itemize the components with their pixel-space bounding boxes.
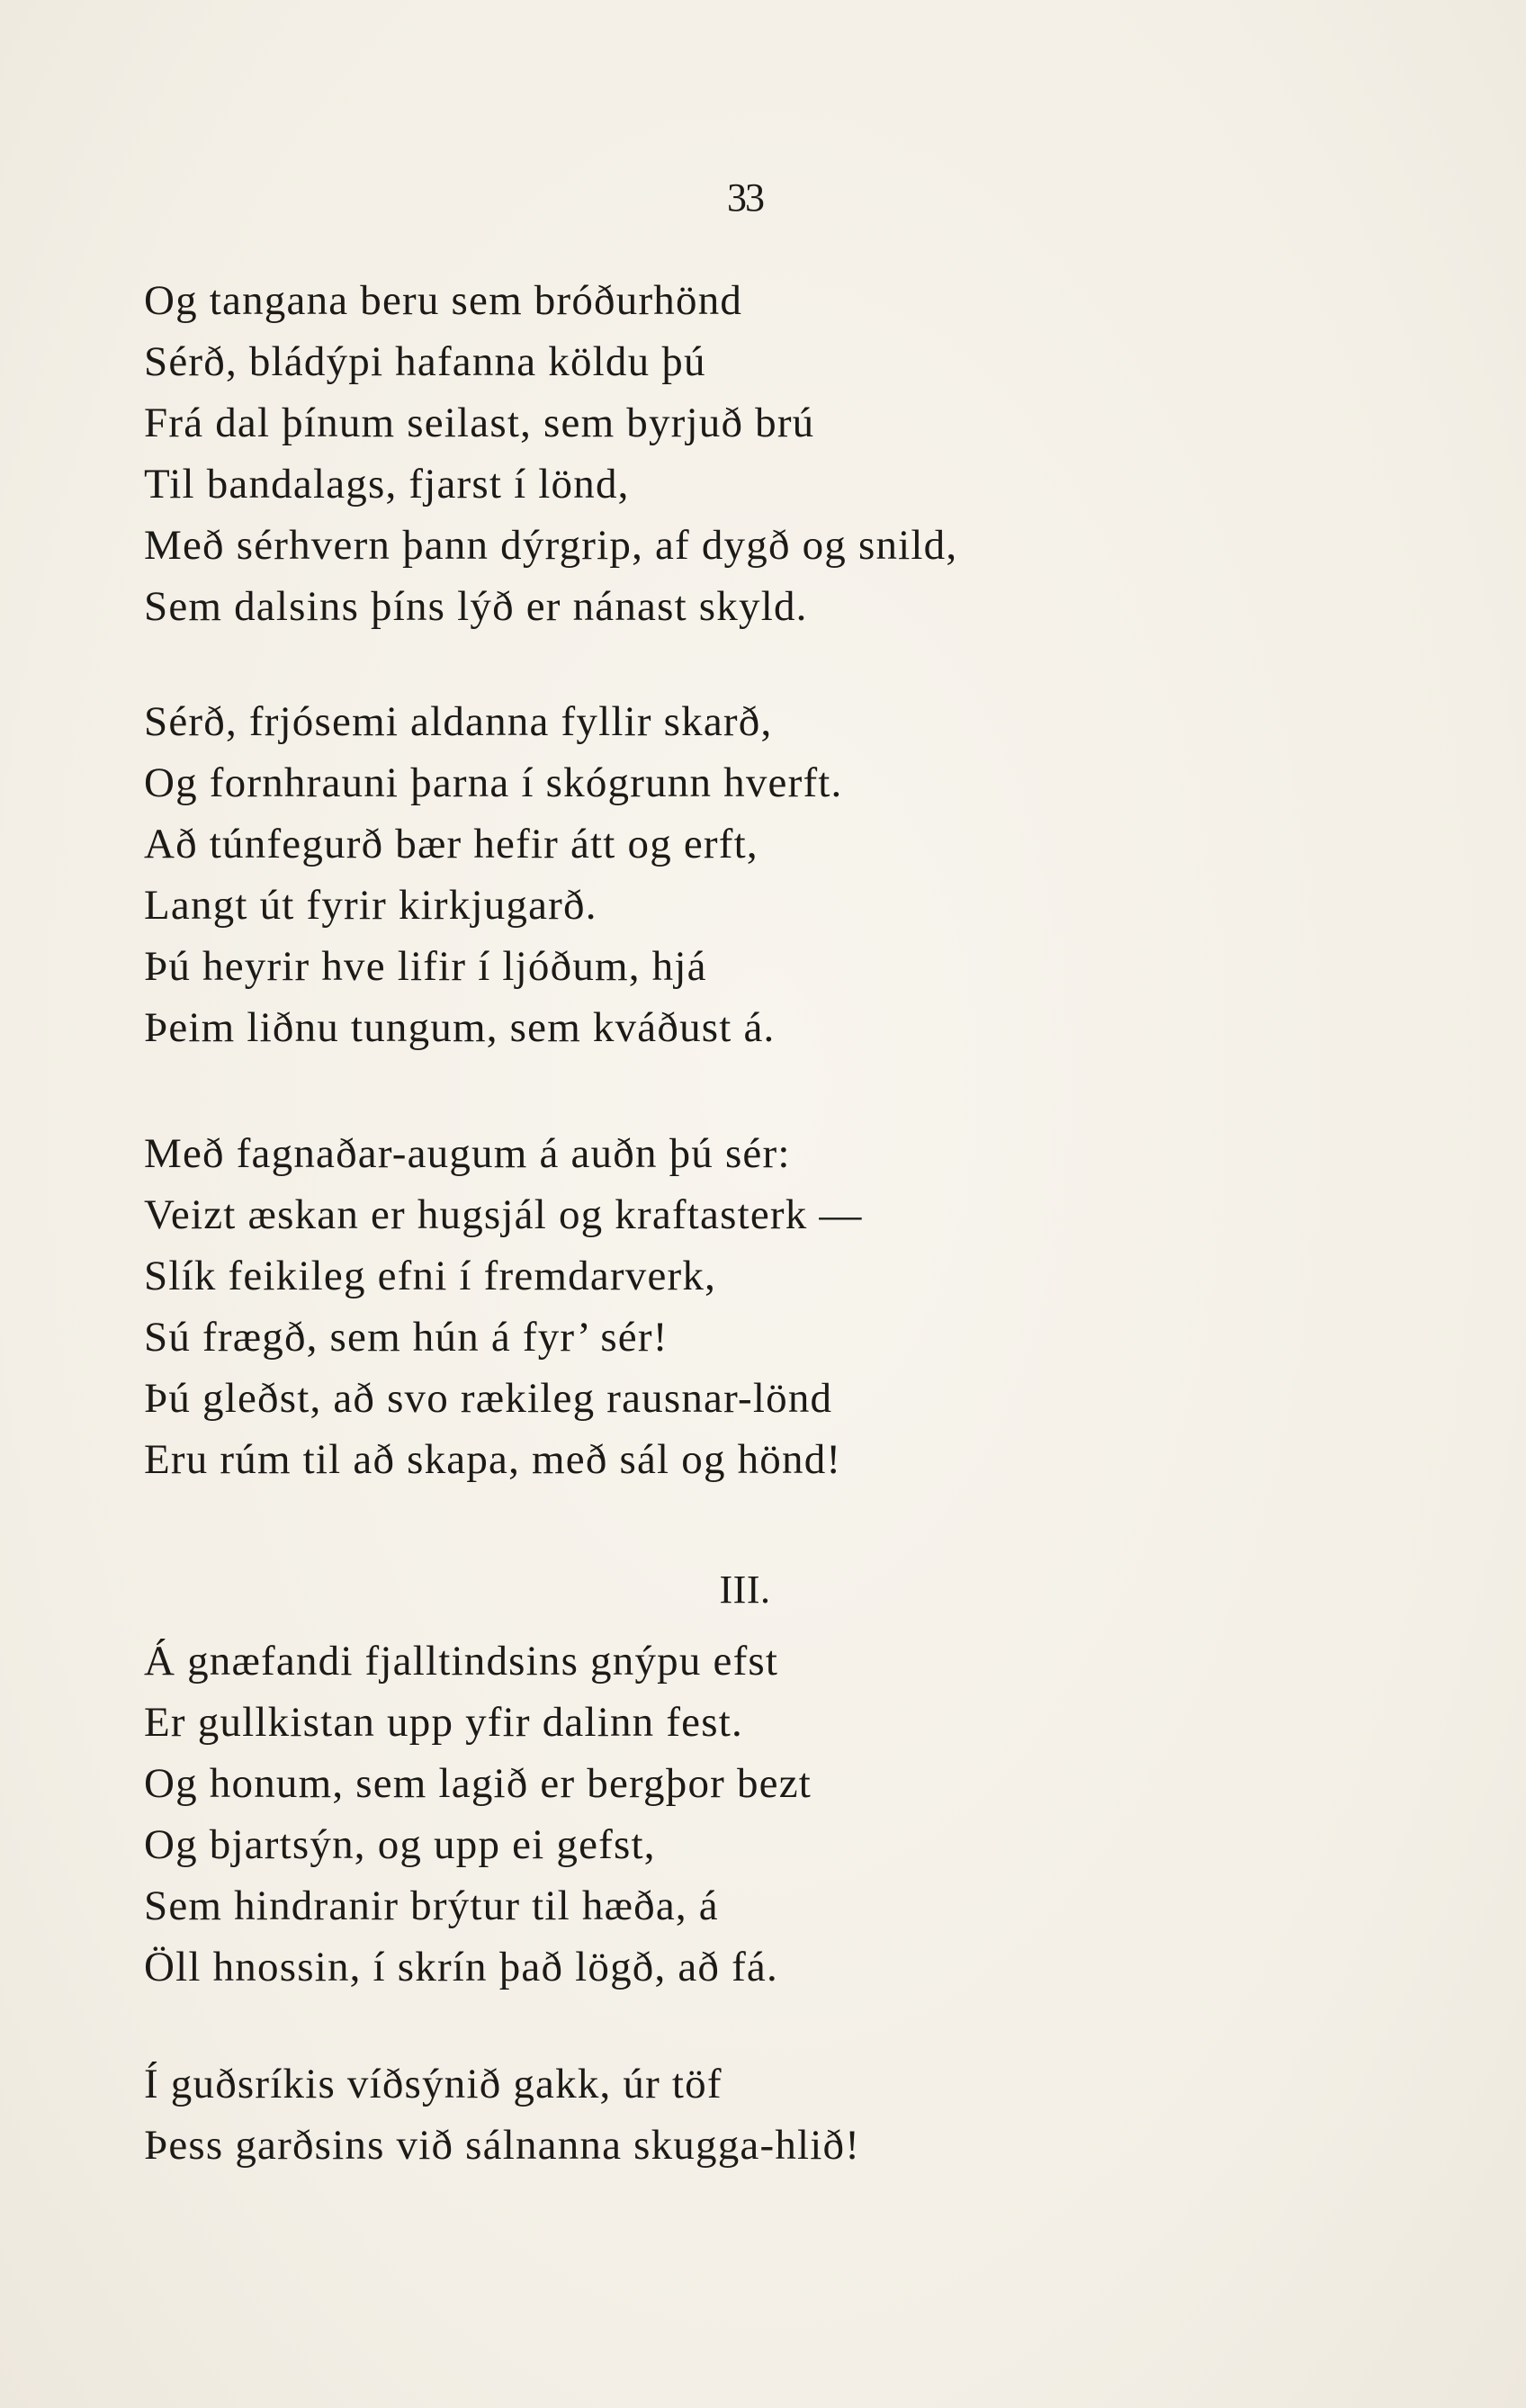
- stanza: [144, 2053, 1476, 2176]
- verse-line: Sú frægð, sem hún á fyr’ sér!: [144, 1314, 669, 1361]
- verse-line: Þú gleðst, að svo rækileg rausnar-lönd: [144, 1375, 833, 1422]
- stanza: [144, 691, 1476, 1058]
- verse-line: Og honum, sem lagið er bergþor bezt: [144, 1760, 812, 1807]
- verse-line: Með fagnaðar-augum á auðn þú sér:: [144, 1130, 791, 1177]
- verse-line: Sem dalsins þíns lýð er nánast skyld.: [144, 583, 808, 630]
- verse-line: Öll hnossin, í skrín það lögð, að fá.: [144, 1944, 778, 1990]
- section-heading: III.: [719, 1568, 771, 1612]
- verse-line: Þeim liðnu tungum, sem kváðust á.: [144, 1004, 776, 1051]
- stanza: [144, 1631, 1476, 1998]
- verse-line: Til bandalags, fjarst í lönd,: [144, 461, 630, 508]
- verse-line: Sérð, bládýpi hafanna köldu þú: [144, 338, 706, 385]
- verse-line: Í guðsríkis víðsýnið gakk, úr töf: [144, 2061, 723, 2107]
- page-number: 33: [727, 175, 763, 220]
- stanza: [144, 270, 1476, 637]
- verse-line: Að túnfegurð bær hefir átt og erft,: [144, 821, 759, 867]
- verse-line: Og fornhrauni þarna í skógrunn hverft.: [144, 759, 843, 806]
- verse-line: Langt út fyrir kirkjugarð.: [144, 882, 597, 929]
- verse-line: Á gnæfandi fjalltindsins gnýpu efst: [144, 1638, 779, 1685]
- verse-line: Sérð, frjósemi aldanna fyllir skarð,: [144, 698, 773, 745]
- verse-line: Og tangana beru sem bróðurhönd: [144, 277, 743, 324]
- verse-line: Sem hindranir brýtur til hæða, á: [144, 1882, 719, 1929]
- verse-line: Með sérhvern þann dýrgrip, af dygð og snild,: [144, 522, 958, 569]
- verse-line: Og bjartsýn, og upp ei gefst,: [144, 1821, 656, 1868]
- verse-line: Slík feikileg efni í fremdarverk,: [144, 1253, 717, 1299]
- verse-line: Þú heyrir hve lifir í ljóðum, hjá: [144, 943, 707, 990]
- stanza: [144, 1123, 1476, 1490]
- verse-line: Þess garðsins við sálnanna skugga-hlið!: [144, 2122, 861, 2169]
- verse-line: Veizt æskan er hugsjál og kraftasterk —: [144, 1191, 863, 1238]
- verse-line: Frá dal þínum seilast, sem byrjuð brú: [144, 400, 815, 446]
- verse-line: Er gullkistan upp yfir dalinn fest.: [144, 1699, 743, 1746]
- verse-line: Eru rúm til að skapa, með sál og hönd!: [144, 1436, 842, 1483]
